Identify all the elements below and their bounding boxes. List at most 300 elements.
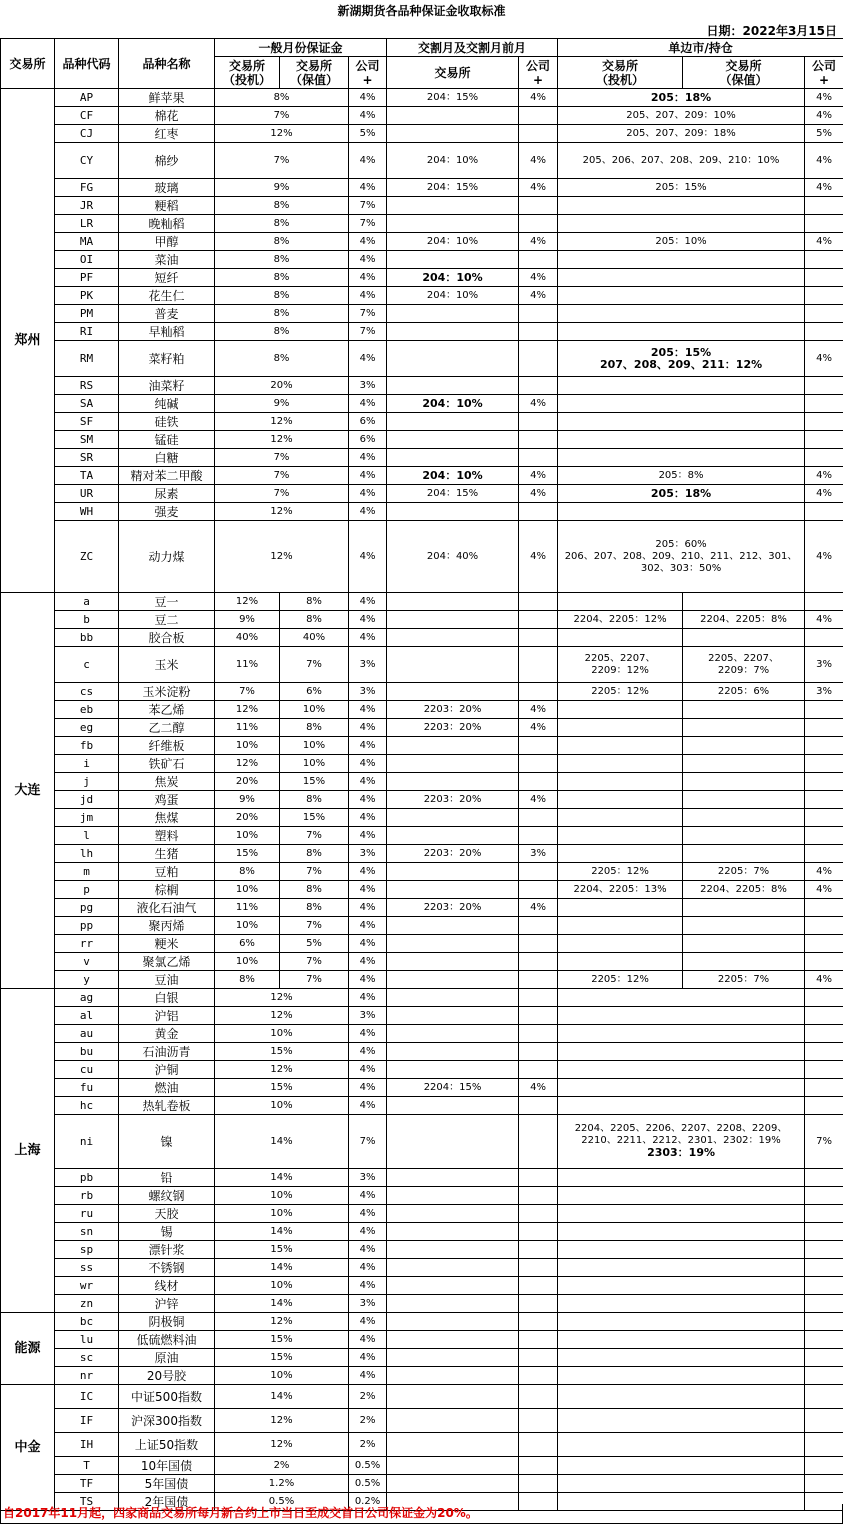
unilateral-margin	[558, 125, 805, 143]
product-name: 沪锌	[119, 1295, 215, 1313]
table-row	[1, 611, 843, 629]
unilateral-company-add	[805, 1043, 843, 1061]
table-row	[1, 953, 843, 971]
product-code: zn	[55, 1295, 119, 1313]
table-row	[1, 1475, 843, 1493]
unilateral-company-add: 7%	[805, 1115, 843, 1169]
general-spec-margin: 10%	[215, 827, 280, 845]
delivery-margin	[387, 1223, 519, 1241]
general-company-add: 4%	[349, 989, 387, 1007]
table-row	[1, 1349, 843, 1367]
delivery-margin	[387, 215, 519, 233]
unilateral-company-add	[805, 1169, 843, 1187]
unilateral-spec-margin	[558, 809, 683, 827]
unilateral-spec-margin	[558, 719, 683, 737]
general-company-add: 4%	[349, 449, 387, 467]
product-code: rb	[55, 1187, 119, 1205]
delivery-margin	[387, 989, 519, 1007]
product-name: 沪深300指数	[119, 1409, 215, 1433]
table-row	[1, 971, 843, 989]
delivery-company-add	[519, 647, 558, 683]
product-code: IH	[55, 1433, 119, 1457]
general-company-add: 3%	[349, 1295, 387, 1313]
table-row	[1, 1223, 843, 1241]
product-code: b	[55, 611, 119, 629]
table-row	[1, 845, 843, 863]
delivery-margin	[387, 935, 519, 953]
general-company-add: 4%	[349, 881, 387, 899]
general-company-add: 4%	[349, 1097, 387, 1115]
unilateral-hedge-margin	[683, 719, 805, 737]
delivery-company-add: 3%	[519, 845, 558, 863]
general-margin: 8%	[215, 251, 349, 269]
product-code: lh	[55, 845, 119, 863]
unilateral-company-add	[805, 1223, 843, 1241]
table-row	[1, 935, 843, 953]
product-name: 普麦	[119, 305, 215, 323]
general-margin: 20%	[215, 377, 349, 395]
unilateral-company-add	[805, 719, 843, 737]
unilateral-margin-text: 205、207、209：10%	[626, 109, 736, 121]
product-code: WH	[55, 503, 119, 521]
general-company-add: 4%	[349, 1331, 387, 1349]
general-company-add: 4%	[349, 1367, 387, 1385]
product-code: JR	[55, 197, 119, 215]
general-spec-margin: 10%	[215, 953, 280, 971]
table-row	[1, 125, 843, 143]
general-company-add: 4%	[349, 809, 387, 827]
delivery-company-add	[519, 1169, 558, 1187]
product-name: 晚籼稻	[119, 215, 215, 233]
general-company-add: 4%	[349, 737, 387, 755]
unilateral-company-add	[805, 1241, 843, 1259]
product-code: ag	[55, 989, 119, 1007]
unilateral-margin	[558, 269, 805, 287]
delivery-margin	[387, 323, 519, 341]
general-hedge-margin: 8%	[280, 791, 349, 809]
unilateral-company-add	[805, 1259, 843, 1277]
unilateral-spec-margin: 2205：12%	[558, 971, 683, 989]
table-row	[1, 323, 843, 341]
unilateral-hedge-margin	[683, 917, 805, 935]
unilateral-company-add: 4%	[805, 521, 843, 593]
unilateral-hedge-margin	[683, 827, 805, 845]
delivery-margin	[387, 1433, 519, 1457]
unilateral-spec-margin	[558, 845, 683, 863]
product-name: 花生仁	[119, 287, 215, 305]
product-code: eg	[55, 719, 119, 737]
table-row	[1, 773, 843, 791]
delivery-margin: 204：10%	[387, 467, 519, 485]
unilateral-company-add	[805, 1475, 843, 1493]
general-margin: 12%	[215, 413, 349, 431]
table-row	[1, 1097, 843, 1115]
product-name: 20号胶	[119, 1367, 215, 1385]
delivery-company-add: 4%	[519, 233, 558, 251]
product-name: 苯乙烯	[119, 701, 215, 719]
unilateral-margin	[558, 1367, 805, 1385]
unilateral-spec-margin: 2205：12%	[558, 863, 683, 881]
table-row	[1, 287, 843, 305]
general-margin: 7%	[215, 467, 349, 485]
general-margin: 15%	[215, 1241, 349, 1259]
delivery-margin: 204：10%	[387, 233, 519, 251]
product-name: 短纤	[119, 269, 215, 287]
table-row	[1, 449, 843, 467]
delivery-company-add	[519, 1295, 558, 1313]
product-code: OI	[55, 251, 119, 269]
general-margin: 12%	[215, 503, 349, 521]
delivery-company-add	[519, 1367, 558, 1385]
product-name: 菜籽粕	[119, 341, 215, 377]
unilateral-company-add	[805, 1331, 843, 1349]
unilateral-company-add	[805, 1313, 843, 1331]
product-name: 粳稻	[119, 197, 215, 215]
general-margin: 7%	[215, 485, 349, 503]
product-name: 豆二	[119, 611, 215, 629]
general-company-add: 4%	[349, 1187, 387, 1205]
general-company-add: 4%	[349, 1241, 387, 1259]
general-company-add: 4%	[349, 1061, 387, 1079]
general-company-add: 4%	[349, 827, 387, 845]
product-code: a	[55, 593, 119, 611]
unilateral-company-add	[805, 1205, 843, 1223]
product-name: 菜油	[119, 251, 215, 269]
delivery-margin	[387, 1295, 519, 1313]
general-margin: 10%	[215, 1205, 349, 1223]
unilateral-margin	[558, 1025, 805, 1043]
general-company-add: 2%	[349, 1433, 387, 1457]
unilateral-spec-margin	[558, 737, 683, 755]
general-company-add: 4%	[349, 593, 387, 611]
delivery-company-add	[519, 935, 558, 953]
delivery-company-add	[519, 305, 558, 323]
general-spec-margin: 40%	[215, 629, 280, 647]
general-company-add: 4%	[349, 1259, 387, 1277]
general-company-add: 4%	[349, 773, 387, 791]
general-hedge-margin: 8%	[280, 881, 349, 899]
product-name: 玉米淀粉	[119, 683, 215, 701]
sheet-date: 日期：2022年3月15日	[706, 24, 837, 38]
exchange-group-label: 上海	[1, 989, 55, 1313]
table-row	[1, 1061, 843, 1079]
unilateral-margin	[558, 1259, 805, 1277]
general-company-add: 2%	[349, 1409, 387, 1433]
unilateral-hedge-margin: 2205、2207、 2209：7%	[683, 647, 805, 683]
table-row	[1, 1187, 843, 1205]
unilateral-spec-margin	[558, 791, 683, 809]
unilateral-company-add	[805, 791, 843, 809]
general-company-add: 4%	[349, 701, 387, 719]
product-name: 动力煤	[119, 521, 215, 593]
unilateral-spec-margin	[558, 629, 683, 647]
unilateral-spec-margin	[558, 755, 683, 773]
product-code: TS	[55, 1493, 119, 1511]
delivery-margin	[387, 503, 519, 521]
delivery-margin	[387, 953, 519, 971]
delivery-margin	[387, 1169, 519, 1187]
product-name: 豆油	[119, 971, 215, 989]
unilateral-margin	[558, 341, 805, 377]
table-row	[1, 413, 843, 431]
delivery-margin	[387, 1277, 519, 1295]
unilateral-company-add	[805, 1007, 843, 1025]
product-name: 铅	[119, 1169, 215, 1187]
unilateral-spec-margin	[558, 701, 683, 719]
header-unilateral: 单边市/持仓	[558, 39, 843, 57]
unilateral-company-add: 4%	[805, 611, 843, 629]
unilateral-company-add	[805, 1277, 843, 1295]
product-code: SM	[55, 431, 119, 449]
unilateral-company-add	[805, 1025, 843, 1043]
product-code: TA	[55, 467, 119, 485]
general-margin: 14%	[215, 1295, 349, 1313]
product-code: LR	[55, 215, 119, 233]
product-code: i	[55, 755, 119, 773]
unilateral-margin-text: 205、207、209：18%	[626, 127, 736, 139]
general-company-add: 4%	[349, 1025, 387, 1043]
unilateral-margin	[558, 1349, 805, 1367]
unilateral-company-add	[805, 431, 843, 449]
unilateral-hedge-margin: 2205：6%	[683, 683, 805, 701]
product-name: 白糖	[119, 449, 215, 467]
unilateral-company-add	[805, 773, 843, 791]
unilateral-company-add: 4%	[805, 341, 843, 377]
unilateral-company-add: 4%	[805, 179, 843, 197]
unilateral-hedge-margin	[683, 899, 805, 917]
general-hedge-margin: 7%	[280, 953, 349, 971]
product-code: j	[55, 773, 119, 791]
product-name: 不锈钢	[119, 1259, 215, 1277]
product-code: pp	[55, 917, 119, 935]
delivery-company-add: 4%	[519, 395, 558, 413]
general-company-add: 4%	[349, 485, 387, 503]
general-company-add: 4%	[349, 953, 387, 971]
table-row	[1, 1259, 843, 1277]
table-row	[1, 719, 843, 737]
general-hedge-margin: 40%	[280, 629, 349, 647]
product-code: ss	[55, 1259, 119, 1277]
general-margin: 14%	[215, 1115, 349, 1169]
unilateral-company-add	[805, 1061, 843, 1079]
delivery-company-add: 4%	[519, 179, 558, 197]
header-general-spec: 交易所 （投机）	[215, 57, 280, 89]
unilateral-margin	[558, 89, 805, 107]
table-row	[1, 989, 843, 1007]
product-code: m	[55, 863, 119, 881]
general-hedge-margin: 7%	[280, 827, 349, 845]
unilateral-margin	[558, 143, 805, 179]
general-spec-margin: 11%	[215, 719, 280, 737]
delivery-margin: 204：15%	[387, 485, 519, 503]
general-company-add: 4%	[349, 1205, 387, 1223]
unilateral-company-add	[805, 503, 843, 521]
delivery-company-add	[519, 1313, 558, 1331]
table-row	[1, 827, 843, 845]
general-company-add: 4%	[349, 1313, 387, 1331]
general-company-add: 4%	[349, 503, 387, 521]
delivery-company-add	[519, 953, 558, 971]
delivery-company-add	[519, 629, 558, 647]
general-hedge-margin: 15%	[280, 809, 349, 827]
delivery-company-add: 4%	[519, 269, 558, 287]
unilateral-company-add	[805, 287, 843, 305]
general-margin: 9%	[215, 179, 349, 197]
table-row	[1, 1079, 843, 1097]
delivery-company-add	[519, 377, 558, 395]
unilateral-company-add	[805, 197, 843, 215]
unilateral-spec-margin	[558, 593, 683, 611]
delivery-company-add: 4%	[519, 467, 558, 485]
unilateral-margin	[558, 431, 805, 449]
delivery-margin: 204：15%	[387, 89, 519, 107]
delivery-margin	[387, 251, 519, 269]
product-name: 5年国债	[119, 1475, 215, 1493]
delivery-margin	[387, 1007, 519, 1025]
unilateral-hedge-margin: 2204、2205：8%	[683, 611, 805, 629]
unilateral-spec-margin: 2205：12%	[558, 683, 683, 701]
general-spec-margin: 12%	[215, 701, 280, 719]
product-code: AP	[55, 89, 119, 107]
general-margin: 8%	[215, 215, 349, 233]
delivery-margin	[387, 431, 519, 449]
general-margin: 1.2%	[215, 1475, 349, 1493]
product-name: 粳米	[119, 935, 215, 953]
delivery-company-add	[519, 1097, 558, 1115]
unilateral-margin	[558, 1115, 805, 1169]
table-row	[1, 863, 843, 881]
delivery-margin	[387, 683, 519, 701]
general-margin: 12%	[215, 1433, 349, 1457]
unilateral-margin	[558, 1313, 805, 1331]
unilateral-company-add: 4%	[805, 143, 843, 179]
delivery-company-add	[519, 1241, 558, 1259]
unilateral-margin	[558, 1475, 805, 1493]
product-code: FG	[55, 179, 119, 197]
general-hedge-margin: 8%	[280, 719, 349, 737]
general-margin: 12%	[215, 1409, 349, 1433]
header-code: 品种代码	[55, 39, 119, 89]
delivery-margin	[387, 1385, 519, 1409]
unilateral-margin	[558, 1457, 805, 1475]
general-company-add: 7%	[349, 323, 387, 341]
general-hedge-margin: 10%	[280, 755, 349, 773]
general-margin: 14%	[215, 1223, 349, 1241]
general-company-add: 4%	[349, 251, 387, 269]
delivery-company-add: 4%	[519, 701, 558, 719]
unilateral-company-add	[805, 935, 843, 953]
product-code: rr	[55, 935, 119, 953]
delivery-company-add: 4%	[519, 521, 558, 593]
product-name: 原油	[119, 1349, 215, 1367]
unilateral-spec-margin	[558, 935, 683, 953]
product-code: cu	[55, 1061, 119, 1079]
general-company-add: 2%	[349, 1385, 387, 1409]
unilateral-company-add	[805, 1367, 843, 1385]
table-row	[1, 1367, 843, 1385]
delivery-margin	[387, 917, 519, 935]
table-row	[1, 1043, 843, 1061]
table-row	[1, 395, 843, 413]
delivery-company-add	[519, 1043, 558, 1061]
general-margin: 8%	[215, 89, 349, 107]
table-row	[1, 1241, 843, 1259]
table-row	[1, 881, 843, 899]
product-name: 焦煤	[119, 809, 215, 827]
unilateral-company-add	[805, 1457, 843, 1475]
general-spec-margin: 11%	[215, 647, 280, 683]
delivery-margin	[387, 827, 519, 845]
general-hedge-margin: 8%	[280, 593, 349, 611]
unilateral-hedge-margin	[683, 737, 805, 755]
unilateral-margin	[558, 377, 805, 395]
general-spec-margin: 6%	[215, 935, 280, 953]
product-name: 鸡蛋	[119, 791, 215, 809]
general-margin: 7%	[215, 143, 349, 179]
unilateral-company-add	[805, 395, 843, 413]
general-company-add: 4%	[349, 1277, 387, 1295]
unilateral-hedge-margin: 2205：7%	[683, 863, 805, 881]
delivery-margin	[387, 413, 519, 431]
general-hedge-margin: 10%	[280, 737, 349, 755]
delivery-margin	[387, 125, 519, 143]
delivery-margin	[387, 629, 519, 647]
delivery-margin	[387, 611, 519, 629]
header-delivery-company: 公司 +	[519, 57, 558, 89]
product-code: al	[55, 1007, 119, 1025]
unilateral-company-add: 3%	[805, 647, 843, 683]
product-name: 低硫燃料油	[119, 1331, 215, 1349]
delivery-company-add	[519, 413, 558, 431]
product-code: fb	[55, 737, 119, 755]
general-company-add: 4%	[349, 269, 387, 287]
product-name: 热轧卷板	[119, 1097, 215, 1115]
unilateral-company-add: 4%	[805, 485, 843, 503]
delivery-margin: 204：10%	[387, 143, 519, 179]
table-row	[1, 701, 843, 719]
product-code: sn	[55, 1223, 119, 1241]
table-row	[1, 683, 843, 701]
product-name: 沪铜	[119, 1061, 215, 1079]
general-margin: 8%	[215, 233, 349, 251]
product-name: 早籼稻	[119, 323, 215, 341]
unilateral-company-add	[805, 755, 843, 773]
table-row	[1, 1385, 843, 1409]
product-code: PF	[55, 269, 119, 287]
product-name: 聚丙烯	[119, 917, 215, 935]
general-company-add: 4%	[349, 917, 387, 935]
delivery-company-add	[519, 1025, 558, 1043]
table-row	[1, 1409, 843, 1433]
delivery-margin	[387, 1331, 519, 1349]
unilateral-spec-margin: 2204、2205：13%	[558, 881, 683, 899]
unilateral-company-add	[805, 827, 843, 845]
product-code: bc	[55, 1313, 119, 1331]
delivery-company-add	[519, 1475, 558, 1493]
delivery-company-add	[519, 125, 558, 143]
unilateral-spec-margin	[558, 827, 683, 845]
delivery-margin	[387, 1043, 519, 1061]
table-row	[1, 1205, 843, 1223]
general-company-add: 0.2%	[349, 1493, 387, 1511]
delivery-margin	[387, 1259, 519, 1277]
general-margin: 12%	[215, 1061, 349, 1079]
unilateral-spec-margin	[558, 917, 683, 935]
unilateral-company-add	[805, 305, 843, 323]
delivery-margin: 2203：20%	[387, 845, 519, 863]
general-company-add: 4%	[349, 971, 387, 989]
table-row	[1, 485, 843, 503]
